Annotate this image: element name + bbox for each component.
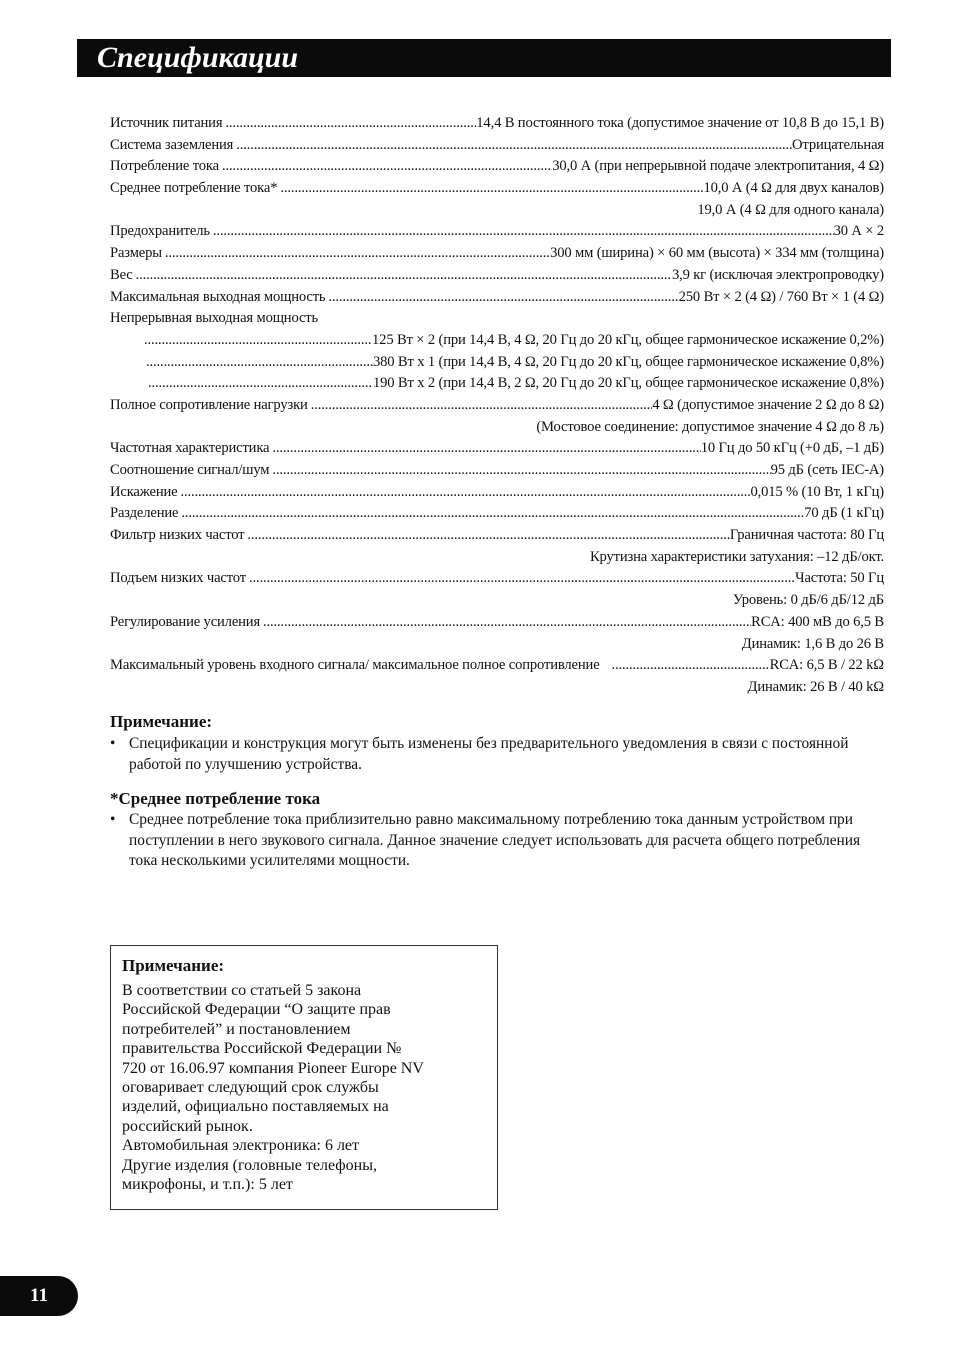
spec-label: Максимальная выходная мощность (110, 288, 326, 305)
page-number-tab (0, 1276, 78, 1316)
box-text-line: изделий, официально поставляемых на (122, 1098, 389, 1116)
dot-leader (178, 503, 804, 525)
spec-row (110, 113, 884, 135)
dot-leader (325, 287, 678, 309)
spec-label: Полное сопротивление нагрузки (110, 396, 308, 413)
spec-continuation (110, 590, 884, 612)
spec-row (110, 287, 884, 309)
spec-value: 10,0 А (4 Ω для двух каналов) (703, 180, 884, 197)
spec-row (110, 612, 884, 634)
spec-label: Потребление тока (110, 158, 219, 175)
spec-row (110, 503, 884, 525)
dot-leader (269, 460, 770, 482)
spec-row (110, 438, 884, 460)
dot-leader (244, 525, 729, 547)
spec-value: RCA: 400 мВ до 6,5 В (751, 613, 884, 630)
spec-label: Максимальный уровень входного сигнала/ максимальное полное сопротивление (110, 657, 600, 674)
box-text-line: В соответствии со статьей 5 закона (122, 982, 362, 999)
spec-value: Динамик: 26 В / 40 kΩ (747, 678, 884, 695)
spec-label: Среднее потребление тока* (110, 180, 278, 197)
spec-continuation (110, 677, 884, 699)
spec-row (110, 243, 884, 265)
spec-continuation (110, 547, 884, 569)
spec-value: 19,0 А (4 Ω для одного канала) (697, 201, 884, 218)
spec-value: 30,0 А (при непрерывной подаче электропитания, 4 Ω) (552, 158, 884, 175)
spec-value: 300 мм (ширина) × 60 мм (высота) × 334 мм (толщина) (550, 245, 884, 262)
spec-row (110, 460, 884, 482)
spec-value: 10 Гц до 50 кГц (+0 дБ, –1 дБ) (700, 440, 884, 457)
spec-continuation-dotted (110, 373, 884, 395)
spec-row (110, 568, 884, 590)
spec-label: Предохранитель (110, 223, 210, 240)
spec-continuation (110, 634, 884, 656)
specifications-list (110, 113, 884, 699)
dot-leader (269, 438, 700, 460)
dot-leader (177, 482, 750, 504)
spec-value: Уровень: 0 дБ/6 дБ/12 дБ (732, 592, 884, 609)
dot-leader (143, 352, 373, 374)
dot-leader (308, 395, 653, 417)
spec-value: 190 Вт x 2 (при 14,4 В, 2 Ω, 20 Гц до 20 кГц, общее гармоническое искажение 0,8%) (372, 375, 884, 392)
spec-label: Регулирование усиления (110, 613, 261, 630)
spec-label: Размеры (110, 245, 162, 262)
spec-value: Частота: 50 Гц (795, 570, 884, 587)
spec-label: Разделение (110, 505, 179, 522)
spec-continuation-dotted (110, 330, 884, 352)
spec-value: 95 дБ (сеть IEC-A) (770, 462, 884, 478)
spec-row (110, 308, 884, 330)
dot-leader (210, 221, 834, 243)
spec-value: (Мостовое соединение: допустимое значение 4 Ω до 8 љ) (536, 418, 884, 435)
box-text-line: оговаривает следующий срок службы (122, 1079, 379, 1097)
spec-value: 3,9 кг (исключая электропроводку) (671, 266, 884, 283)
spec-value: RCA: 6,5 В / 22 kΩ (769, 657, 884, 674)
dot-leader (162, 243, 550, 265)
spec-value: Отрицательная (792, 136, 884, 153)
spec-value: 14,4 В постоянного тока (допустимое значение от 10,8 В до 15,1 В) (476, 115, 884, 131)
spec-continuation (110, 200, 884, 222)
page-title: Спецификации (97, 41, 299, 74)
spec-row (110, 482, 884, 504)
box-text-line: потребителей” и постановлением (122, 1020, 351, 1038)
spec-continuation (110, 417, 884, 439)
spec-label: Вес (110, 266, 133, 283)
spec-value: 30 А × 2 (833, 223, 884, 240)
note-bullet-item (110, 734, 886, 775)
spec-row (110, 221, 884, 243)
dot-leader (260, 612, 751, 634)
dot-leader (219, 156, 552, 178)
box-text-line: микрофоны, и т.п.): 5 лет (122, 1176, 293, 1194)
box-text-line: Автомобильная электроника: 6 лет (122, 1137, 360, 1155)
spec-row (110, 525, 884, 547)
box-text-line: Российской Федерации “О защите прав (122, 1001, 391, 1019)
box-text-line: российский рынок. (122, 1117, 253, 1135)
spec-value: 380 Вт x 1 (при 14,4 В, 4 Ω, 20 Гц до 20 кГц, общее гармоническое искажение 0,8%) (372, 353, 884, 370)
spec-label: Частотная характеристика (110, 440, 270, 457)
note-heading: Примечание: (110, 712, 213, 731)
dot-leader (233, 135, 792, 157)
spec-label: Источник питания (110, 115, 223, 131)
spec-value: 4 Ω (допустимое значение 2 Ω до 8 Ω) (652, 396, 884, 413)
page-number: 11 (30, 1285, 48, 1306)
spec-label: Подъем низких частот (110, 570, 246, 587)
spec-row (110, 395, 884, 417)
dot-leader (222, 113, 476, 135)
box-text-line: правительства Российской Федерации № (122, 1040, 402, 1058)
spec-label: Искажение (110, 483, 178, 500)
dot-leader (141, 330, 372, 352)
average-current-bullet-item (110, 810, 886, 872)
spec-label: Непрерывная выходная мощность (110, 310, 319, 327)
spec-label: Соотношение сигнал/шум (110, 462, 270, 478)
spec-value: Динамик: 1,6 В до 26 В (741, 635, 884, 652)
spec-continuation-dotted (110, 352, 884, 374)
spec-row (110, 135, 884, 157)
title-bar (77, 39, 891, 77)
dot-leader (145, 373, 373, 395)
dot-leader (600, 655, 770, 677)
spec-value: 0,015 % (10 Вт, 1 кГц) (750, 483, 884, 500)
spec-row (110, 265, 884, 287)
dot-leader (246, 568, 795, 590)
box-text-line: Другие изделия (головные телефоны, (122, 1156, 377, 1174)
spec-row (110, 655, 884, 677)
service-life-note-box (110, 945, 498, 1210)
dot-leader (133, 265, 672, 287)
average-current-heading: *Среднее потребление тока (110, 789, 321, 808)
box-heading: Примечание: (122, 956, 225, 975)
spec-value: 125 Вт × 2 (при 14,4 В, 4 Ω, 20 Гц до 20 кГц, общее гармоническое искажение 0,2%) (372, 331, 884, 348)
bullet-mark: • (110, 735, 116, 752)
spec-value: 70 дБ (1 кГц) (804, 505, 884, 522)
bullet-mark: • (110, 811, 116, 828)
spec-row (110, 178, 884, 200)
average-current-text: Среднее потребление тока приблизительно равно максимальному потреблению тока данным устройством при поступлении в него звукового сигнала. Данное значение следует использовать для расчета общего потребления тока несколькими усилителями мощности. (129, 811, 861, 869)
spec-label: Система заземления (110, 136, 234, 153)
box-text-line: 720 от 16.06.97 компания Pioneer Europe NV (122, 1059, 424, 1077)
dot-leader (277, 178, 703, 200)
spec-value: Крутизна характеристики затухания: –12 дБ/окт. (589, 548, 884, 565)
spec-value: 250 Вт × 2 (4 Ω) / 760 Вт × 1 (4 Ω) (678, 288, 884, 305)
spec-value: Граничная частота: 80 Гц (729, 527, 884, 544)
note-text: Спецификации и конструкция могут быть изменены без предварительного уведомления в связи с постоянной работой по улучшению устройства. (129, 735, 849, 773)
spec-label: Фильтр низких частот (110, 527, 245, 544)
spec-row (110, 156, 884, 178)
